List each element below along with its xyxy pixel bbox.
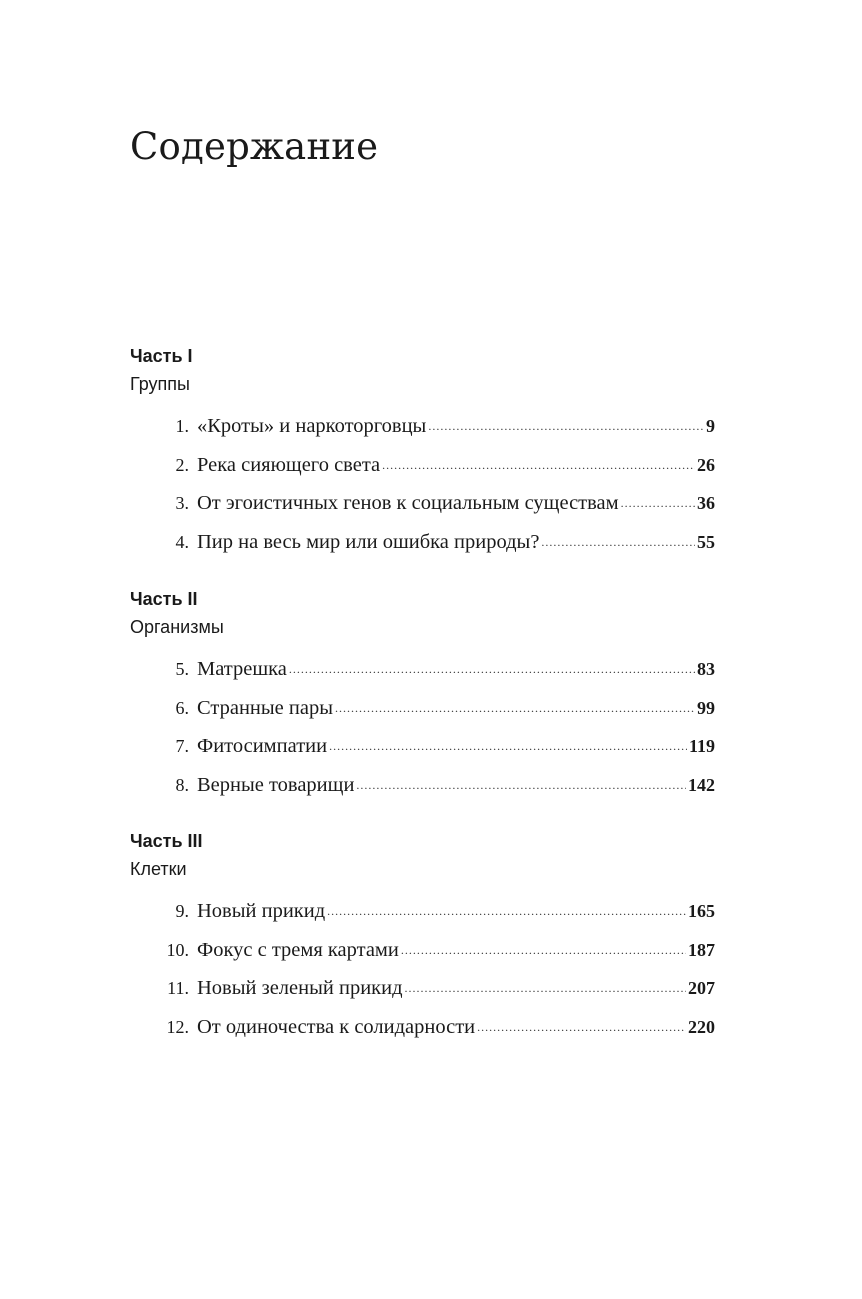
dot-leader bbox=[428, 412, 704, 433]
entry-page: 207 bbox=[688, 978, 715, 999]
entry-title: От эгоистичных генов к социальным существам bbox=[197, 492, 619, 515]
entry-page: 83 bbox=[697, 659, 715, 679]
entry-number: 9. bbox=[175, 901, 189, 921]
dot-leader bbox=[541, 527, 695, 548]
entry-list bbox=[130, 650, 715, 805]
entry-page: 36 bbox=[697, 493, 715, 514]
toc-entry[interactable] bbox=[130, 523, 715, 562]
toc-entry[interactable] bbox=[130, 689, 715, 728]
entry-number: 2. bbox=[175, 454, 189, 475]
toc-entry[interactable] bbox=[130, 446, 715, 485]
entry-title: Новый прикид bbox=[197, 900, 326, 922]
part-title: Организмы bbox=[130, 617, 224, 637]
part-title: Клетки bbox=[130, 859, 187, 879]
toc-entry[interactable] bbox=[130, 766, 715, 805]
part-label: Часть I bbox=[130, 346, 193, 366]
entry-title: Пир на весь мир или ошибка природы? bbox=[197, 530, 540, 553]
part-2 bbox=[130, 585, 715, 805]
dot-leader bbox=[329, 732, 687, 753]
page-title: Содержание bbox=[130, 125, 379, 168]
entry-page: 55 bbox=[697, 531, 715, 552]
entry-number: 6. bbox=[175, 697, 189, 718]
entry-title: Река сияющего света bbox=[197, 453, 381, 476]
dot-leader bbox=[327, 897, 686, 918]
entry-list bbox=[130, 407, 715, 562]
entry-number: 4. bbox=[175, 531, 189, 552]
dot-leader bbox=[477, 1012, 686, 1033]
entry-number: 1. bbox=[175, 416, 189, 436]
dot-leader bbox=[289, 655, 695, 676]
entry-page: 9 bbox=[706, 416, 715, 436]
toc-entry[interactable] bbox=[130, 727, 715, 766]
entry-list bbox=[130, 892, 715, 1047]
entry-number: 12. bbox=[166, 1016, 189, 1037]
entry-number: 5. bbox=[175, 659, 189, 679]
entry-number: 11. bbox=[167, 978, 189, 999]
entry-number: 10. bbox=[166, 939, 189, 960]
entry-page: 119 bbox=[688, 736, 715, 757]
entry-title: От одиночества к солидарности bbox=[197, 1015, 476, 1038]
dot-leader bbox=[382, 450, 695, 471]
toc-entry[interactable] bbox=[130, 484, 715, 523]
part-1 bbox=[130, 342, 715, 562]
entry-title: Новый зеленый прикид bbox=[197, 977, 403, 1000]
part-title: Группы bbox=[130, 374, 190, 394]
entry-page: 187 bbox=[688, 939, 715, 960]
entry-number: 3. bbox=[175, 493, 189, 514]
entry-number: 7. bbox=[175, 736, 189, 757]
entry-page: 26 bbox=[697, 454, 715, 475]
dot-leader bbox=[356, 770, 686, 791]
entry-title: Фокус с тремя картами bbox=[197, 938, 399, 961]
entry-title: Матрешка bbox=[197, 658, 287, 680]
toc-entry[interactable] bbox=[130, 931, 715, 970]
toc-entry[interactable] bbox=[130, 650, 715, 689]
toc-entry[interactable] bbox=[130, 407, 715, 446]
part-3 bbox=[130, 827, 715, 1047]
part-label: Часть III bbox=[130, 831, 203, 851]
dot-leader bbox=[405, 974, 686, 995]
entry-number: 8. bbox=[175, 774, 189, 795]
entry-title: Странные пары bbox=[197, 696, 333, 719]
toc-entry[interactable] bbox=[130, 1008, 715, 1047]
entry-title: «Кроты» и наркоторговцы bbox=[197, 415, 427, 437]
dot-leader bbox=[335, 693, 695, 714]
toc-entry[interactable] bbox=[130, 892, 715, 931]
dot-leader bbox=[621, 489, 695, 510]
entry-page: 220 bbox=[688, 1016, 715, 1037]
toc-entry[interactable] bbox=[130, 969, 715, 1008]
entry-page: 142 bbox=[688, 774, 715, 795]
dot-leader bbox=[401, 935, 686, 956]
entry-title: Фитосимпатии bbox=[197, 735, 328, 758]
entry-title: Верные товарищи bbox=[197, 773, 355, 796]
entry-page: 165 bbox=[688, 901, 715, 921]
entry-page: 99 bbox=[697, 697, 715, 718]
part-label: Часть II bbox=[130, 589, 198, 609]
